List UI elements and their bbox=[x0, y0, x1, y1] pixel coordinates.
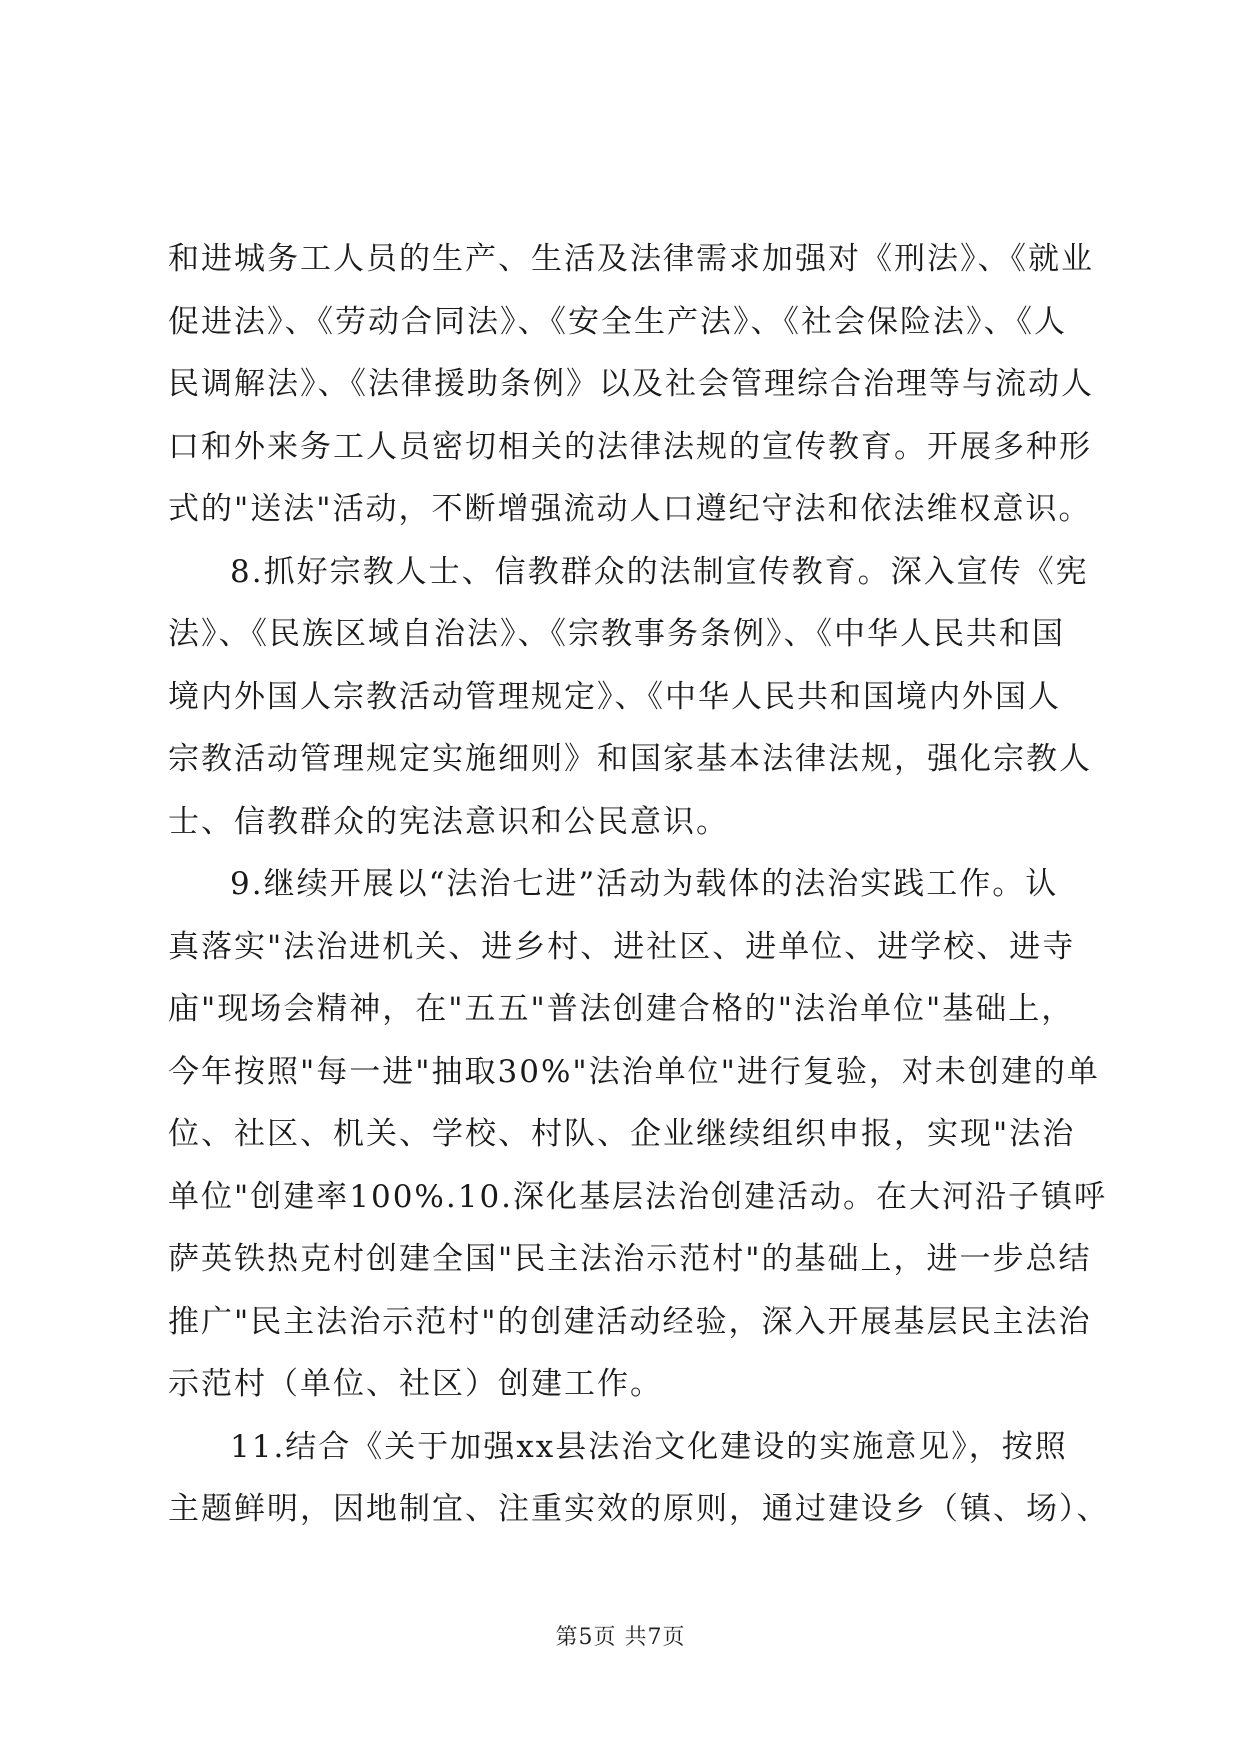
text-line: 萨英铁热克村创建全国"民主法治示范村"的基础上，进一步总结 bbox=[168, 1241, 1092, 1277]
text-line: 位、社区、机关、学校、村队、企业继续组织申报，实现"法治 bbox=[168, 1116, 1076, 1152]
text-line: 主题鲜明，因地制宜、注重实效的原则，通过建设乡（镇、场）、 bbox=[168, 1491, 1110, 1527]
text-line: 今年按照"每一进"抽取30%"法治单位"进行复验，对未创建的单 bbox=[168, 1053, 1100, 1090]
text-line: 式的"送法"活动，不断增强流动人口遵纪守法和依法维权意识。 bbox=[168, 491, 1092, 527]
text-line: 促进法》、《劳动合同法》、《安全生产法》、《社会保险法》、《人 bbox=[168, 303, 1067, 340]
body-text bbox=[168, 228, 1110, 1541]
text-line: 和进城务工人员的生产、生活及法律需求加强对《刑法》、《就业 bbox=[168, 241, 1094, 277]
text-line: 单位"创建率100%.10.深化基层法治创建活动。在大河沿子镇呼 bbox=[168, 1178, 1108, 1215]
text-line: 士、信教群众的宪法意识和公民意识。 bbox=[168, 803, 729, 840]
page-number-footer: 第5页 共7页 bbox=[555, 1625, 686, 1650]
text-line: 庙"现场会精神，在"五五"普法创建合格的"法治单位"基础上， bbox=[168, 991, 1075, 1027]
text-line: 推广"民主法治示范村"的创建活动经验，深入开展基层民主法治 bbox=[168, 1303, 1092, 1340]
paragraph-9-start: 9.继续开展以“法治七进”活动为载体的法治实践工作。认 bbox=[230, 866, 1059, 902]
paragraph-11-start: 11.结合《关于加强xx县法治文化建设的实施意见》，按照 bbox=[230, 1428, 1068, 1465]
text-line: 口和外来务工人员密切相关的法律法规的宣传教育。开展多种形 bbox=[168, 428, 1092, 465]
paragraph-8-start: 8.抓好宗教人士、信教群众的法制宣传教育。深入宣传《宪 bbox=[230, 553, 1089, 590]
text-line: 民调解法》、《法律援助条例》以及社会管理综合治理等与流动人 bbox=[168, 366, 1094, 402]
text-line: 境内外国人宗教活动管理规定》、《中华人民共和国境内外国人 bbox=[168, 678, 1061, 715]
text-line: 法》、《民族区域自治法》、《宗教事务条例》、《中华人民共和国 bbox=[168, 616, 1065, 652]
text-line: 宗教活动管理规定实施细则》和国家基本法律法规，强化宗教人 bbox=[168, 741, 1092, 777]
text-line: 示范村（单位、社区）创建工作。 bbox=[168, 1366, 663, 1402]
text-line: 真落实"法治进机关、进乡村、进社区、进单位、进学校、进寺 bbox=[168, 928, 1076, 965]
